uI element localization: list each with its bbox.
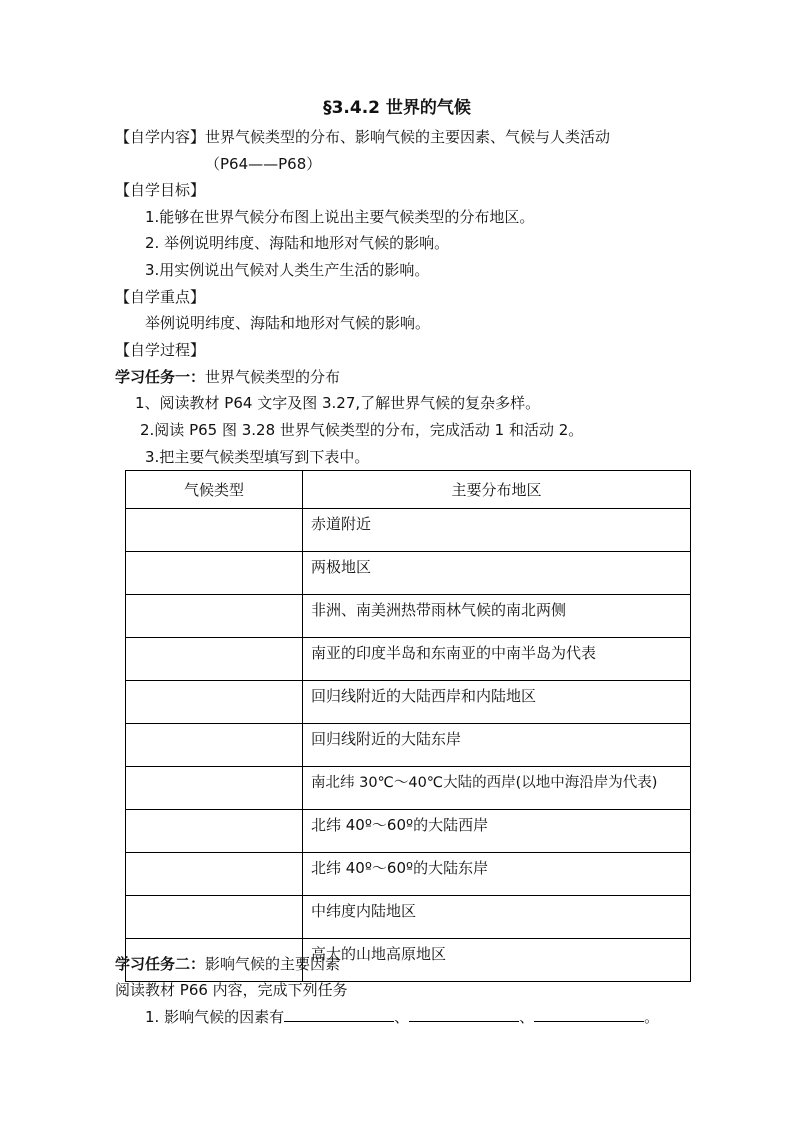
climate-type-cell[interactable] [126,724,303,767]
page-range: （P64——P68） [205,155,322,173]
region-cell: 中纬度内陆地区 [303,896,691,939]
climate-type-cell[interactable] [126,509,303,552]
header-region: 主要分布地区 [303,471,691,509]
goals-heading: 【自学目标】 [115,181,206,199]
goal-item: 2. 举例说明纬度、海陆和地形对气候的影响。 [145,234,450,252]
table-row [126,810,691,853]
focus-text: 举例说明纬度、海陆和地形对气候的影响。 [145,314,431,332]
climate-type-cell[interactable] [126,810,303,853]
answer-blank-1[interactable] [284,1007,394,1022]
task1-title: 世界气候类型的分布 [205,368,341,386]
task1-step: 3.把主要气候类型填写到下表中。 [145,448,370,466]
task1-step: 1、阅读教材 P64 文字及图 3.27,了解世界气候的复杂多样。 [135,394,541,412]
climate-type-cell[interactable] [126,552,303,595]
region-cell: 高大的山地高原地区 [303,939,691,982]
region-cell: 南亚的印度半岛和东南亚的中南半岛为代表 [303,638,691,681]
task2-heading [115,954,340,974]
task1-step: 2.阅读 P65 图 3.28 世界气候类型的分布，完成活动 1 和活动 2。 [140,421,584,439]
header-climate-type: 气候类型 [126,471,303,509]
climate-table [125,470,691,982]
region-cell: 北纬 40º～60º的大陆东岸 [303,853,691,896]
task2-title: 影响气候的主要因素 [205,955,341,973]
table-row [126,552,691,595]
goal-item: 1.能够在世界气候分布图上说出主要气候类型的分布地区。 [145,208,535,226]
table-row [126,638,691,681]
table-row [126,724,691,767]
climate-type-cell[interactable] [126,595,303,638]
table-row [126,595,691,638]
question-1 [145,1007,659,1027]
separator: 、 [394,1008,410,1026]
task1-label: 学习任务一： [115,368,206,386]
climate-type-cell[interactable] [126,681,303,724]
region-cell: 非洲、南美洲热带雨林气候的南北两侧 [303,595,691,638]
climate-type-cell[interactable] [126,853,303,896]
page-title: §3.4.2 世界的气候 [323,98,471,118]
answer-blank-3[interactable] [534,1007,644,1022]
separator: 、 [519,1008,535,1026]
region-cell: 回归线附近的大陆东岸 [303,724,691,767]
task1-heading [115,367,340,387]
climate-type-cell[interactable] [126,638,303,681]
task2-label: 学习任务二： [115,955,206,973]
table-row [126,896,691,939]
region-cell: 回归线附近的大陆西岸和内陆地区 [303,681,691,724]
climate-type-cell[interactable] [126,896,303,939]
region-cell: 两极地区 [303,552,691,595]
region-cell: 南北纬 30℃～40℃大陆的西岸(以地中海沿岸为代表) [303,767,691,810]
goal-item: 3.用实例说出气候对人类生产生活的影响。 [145,261,430,279]
table-row [126,681,691,724]
table-row [126,853,691,896]
self-study-content: 【自学内容】世界气候类型的分布、影响气候的主要因素、气候与人类活动 [115,128,611,146]
task2-instruction: 阅读教材 P66 内容，完成下列任务 [115,981,348,999]
question-1-end: 。 [644,1008,660,1026]
table-row [126,509,691,552]
question-1-prefix: 1. 影响气候的因素有 [145,1008,285,1026]
focus-heading: 【自学重点】 [115,288,206,306]
answer-blank-2[interactable] [409,1007,519,1022]
region-cell: 赤道附近 [303,509,691,552]
climate-type-cell[interactable] [126,767,303,810]
table-row [126,767,691,810]
process-heading: 【自学过程】 [115,341,206,359]
region-cell: 北纬 40º～60º的大陆西岸 [303,810,691,853]
table-header-row [126,471,691,509]
